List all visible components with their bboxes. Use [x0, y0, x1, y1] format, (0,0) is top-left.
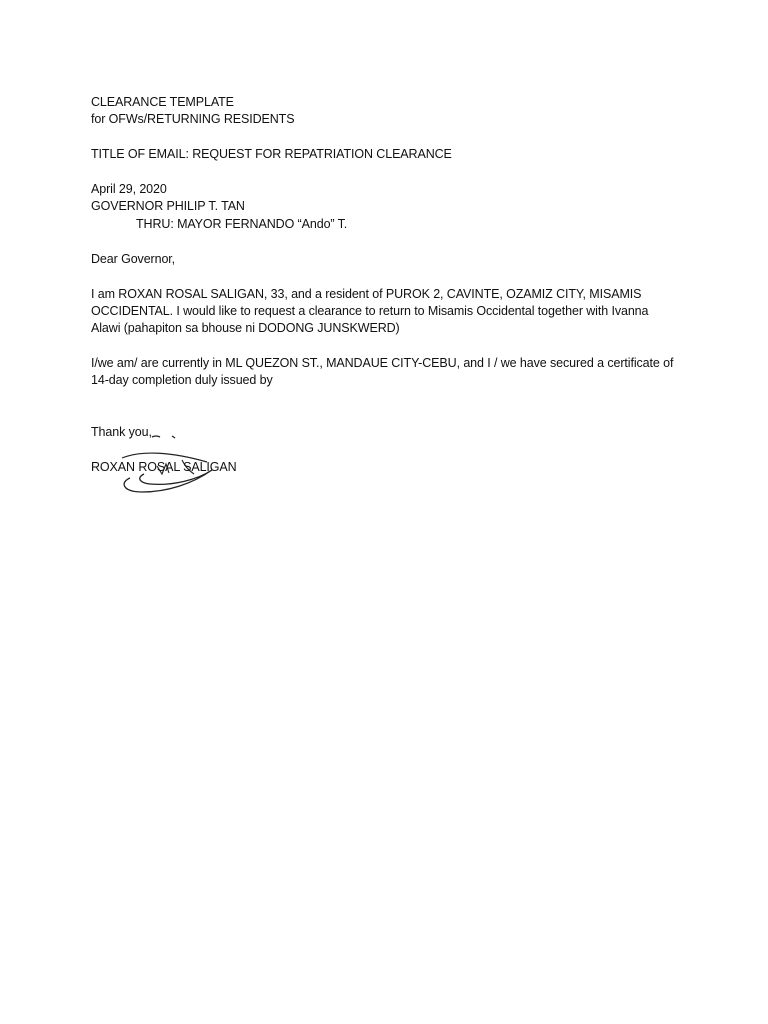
document-title: CLEARANCE TEMPLATE [91, 95, 234, 109]
body-line: I am ROXAN ROSAL SALIGAN, 33, and a resident of PUROK 2, CAVINTE, OZAMIZ CITY, MISAMIS [91, 287, 642, 301]
body-line: 14-day completion duly issued by [91, 373, 273, 387]
letter-date: April 29, 2020 [91, 182, 167, 196]
closing: Thank you, [91, 425, 152, 439]
body-line: OCCIDENTAL. I would like to request a clearance to return to Misamis Occidental together with Ivanna [91, 304, 649, 318]
email-title: TITLE OF EMAIL: REQUEST FOR REPATRIATION CLEARANCE [91, 147, 452, 161]
recipient: GOVERNOR PHILIP T. TAN [91, 199, 245, 213]
thru-line: THRU: MAYOR FERNANDO “Ando” T. [136, 217, 348, 231]
signatory-name: ROXAN ROSAL SALIGAN [91, 460, 237, 474]
body-paragraph-2 [91, 355, 691, 389]
handwritten-signature [112, 420, 222, 495]
body-line: Alawi (pahapiton sa bhouse ni DODONG JUNSKWERD) [91, 321, 400, 335]
body-paragraph-1 [91, 286, 691, 337]
salutation: Dear Governor, [91, 252, 176, 266]
document-subtitle: for OFWs/RETURNING RESIDENTS [91, 112, 295, 126]
body-line: I/we am/ are currently in ML QUEZON ST., MANDAUE CITY-CEBU, and I / we have secured a certificate of [91, 356, 674, 370]
